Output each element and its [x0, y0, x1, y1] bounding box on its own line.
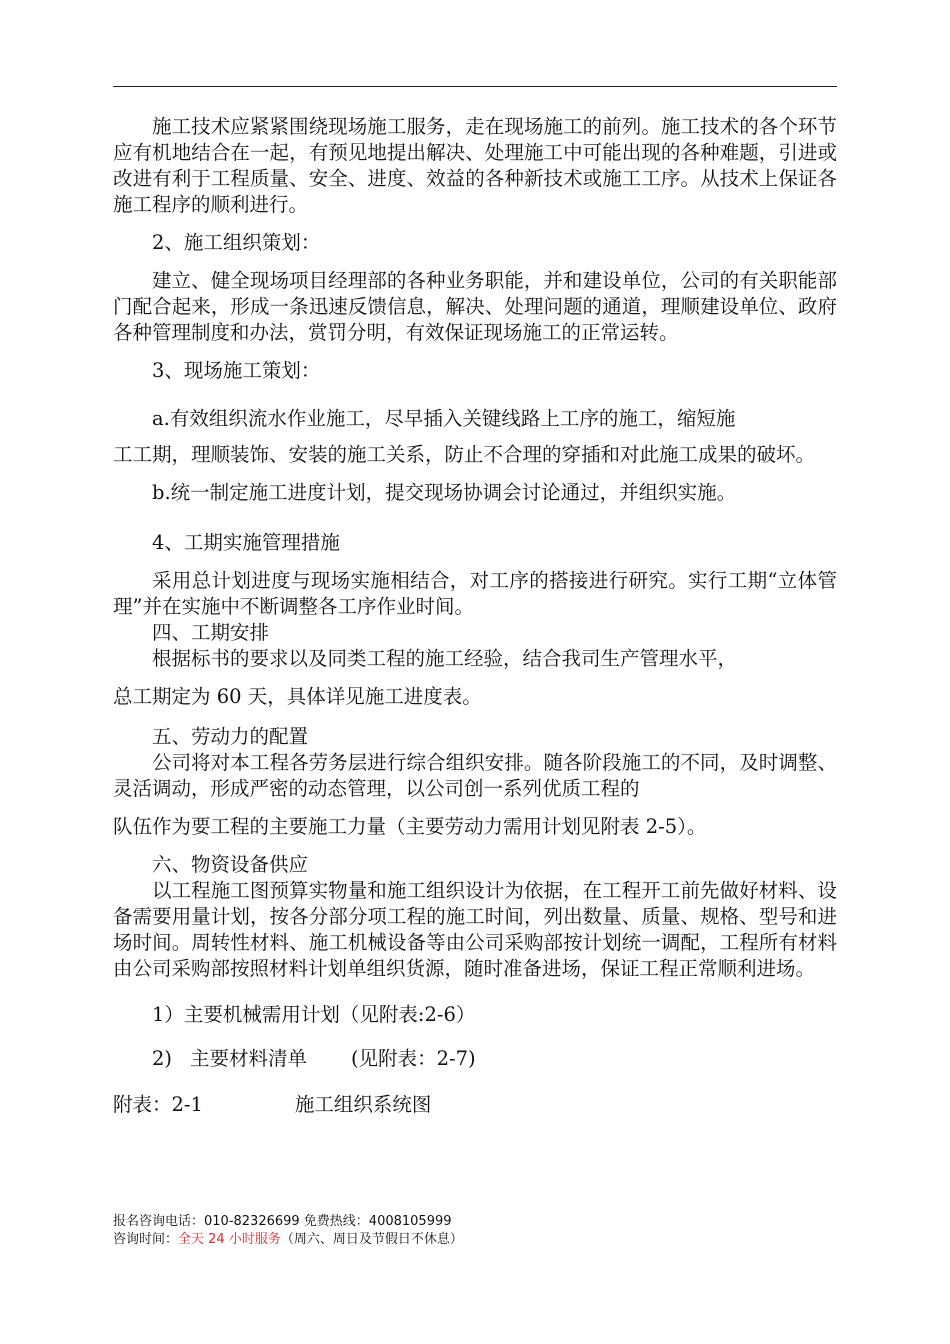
- paragraph-item-b: b.统一制定施工进度计划，提交现场协调会讨论通过，并组织实施。: [152, 481, 737, 504]
- paragraph-labor: 公司将对本工程各劳务层进行综合组织安排。随各阶段施工的不同，及时调整、灵活调动，形成严密的动态管理，以公司创一系列优质工程的: [113, 751, 837, 800]
- heading-organization: 2、施工组织策划：: [152, 231, 321, 254]
- heading-schedule-measures: 4、工期实施管理措施: [152, 531, 340, 554]
- footer-hours-prefix: 咨询时间：: [113, 1232, 179, 1247]
- footer-contact-line: 报名咨询电话：010-82326699 免费热线：4008105999: [113, 1214, 452, 1229]
- paragraph-labor-line3: 队伍作为要工程的主要施工力量（主要劳动力需用计划见附表 2-5）。: [113, 815, 707, 838]
- list-item-reference: (见附表：2-7): [351, 1047, 476, 1070]
- attachment-caption: [113, 1092, 837, 1118]
- paragraph-tech: 施工技术应紧紧围绕现场施工服务，走在现场施工的前列。施工技术的各个环节应有机地结合在一起，有预见地提出解决、处理施工中可能出现的各种难题，引进或改进有利于工程质量、安全、进度、效益的各种新技术或施工工序。从技术上保证各施工程序的顺利进行。: [113, 115, 837, 216]
- footer-hours-line: [113, 1231, 463, 1249]
- paragraph-organization: 建立、健全现场项目经理部的各种业务职能，并和建设单位，公司的有关职能部门配合起来，形成一条迅速反馈信息，解决、处理问题的通道，理顺建设单位、政府各种管理制度和办法，赏罚分明，有效保证现场施工的正常运转。: [113, 269, 837, 344]
- header-rule: [113, 86, 837, 87]
- list-item-text: 主要材料清单: [190, 1047, 308, 1070]
- paragraph-schedule-measures: 采用总计划进度与现场实施相结合，对工序的搭接进行研究。实行工期“立体管理”并在实施中不断调整各工序作业时间。: [113, 569, 837, 618]
- heading-schedule: 四、工期安排: [152, 621, 270, 644]
- list-item-machinery: 1）主要机械需用计划（见附表:2-6）: [152, 1003, 476, 1026]
- footer-hours-highlight: 全天 24 小时服务: [178, 1232, 281, 1247]
- attachment-title: 施工组织系统图: [294, 1093, 432, 1116]
- list-item-materials: [113, 1046, 837, 1072]
- heading-site-planning: 3、现场施工策划：: [152, 359, 321, 382]
- paragraph-schedule-line1: 根据标书的要求以及同类工程的施工经验，结合我司生产管理水平，: [152, 647, 738, 670]
- heading-supply: 六、物资设备供应: [152, 853, 309, 876]
- paragraph-supply: 以工程施工图预算实物量和施工组织设计为依据，在工程开工前先做好材料、设备需要用量计划，按各分部分项工程的施工时间，列出数量、质量、规格、型号和进场时间。周转性材料、施工机械设备等由公司采购部按计划统一调配，工程所有材料由公司采购部按照材料计划单组织货源，随时准备进场，保证工程正常顺利进场。: [113, 879, 837, 980]
- attachment-label: 附表：2-1: [113, 1093, 203, 1116]
- paragraph-schedule-line2: 总工期定为 60 天，具体详见施工进度表。: [113, 685, 482, 708]
- paragraph-item-a-line1: a.有效组织流水作业施工，尽早插入关键线路上工序的施工，缩短施: [152, 407, 736, 430]
- footer-hours-suffix: （周六、周日及节假日不休息）: [280, 1232, 463, 1247]
- document-body: [113, 114, 837, 1118]
- heading-labor: 五、劳动力的配置: [152, 725, 309, 748]
- list-item-number: 2): [152, 1047, 173, 1070]
- paragraph-item-a-line2: 工工期，理顺装饰、安装的施工关系，防止不合理的穿插和对此施工成果的破坏。: [113, 443, 816, 466]
